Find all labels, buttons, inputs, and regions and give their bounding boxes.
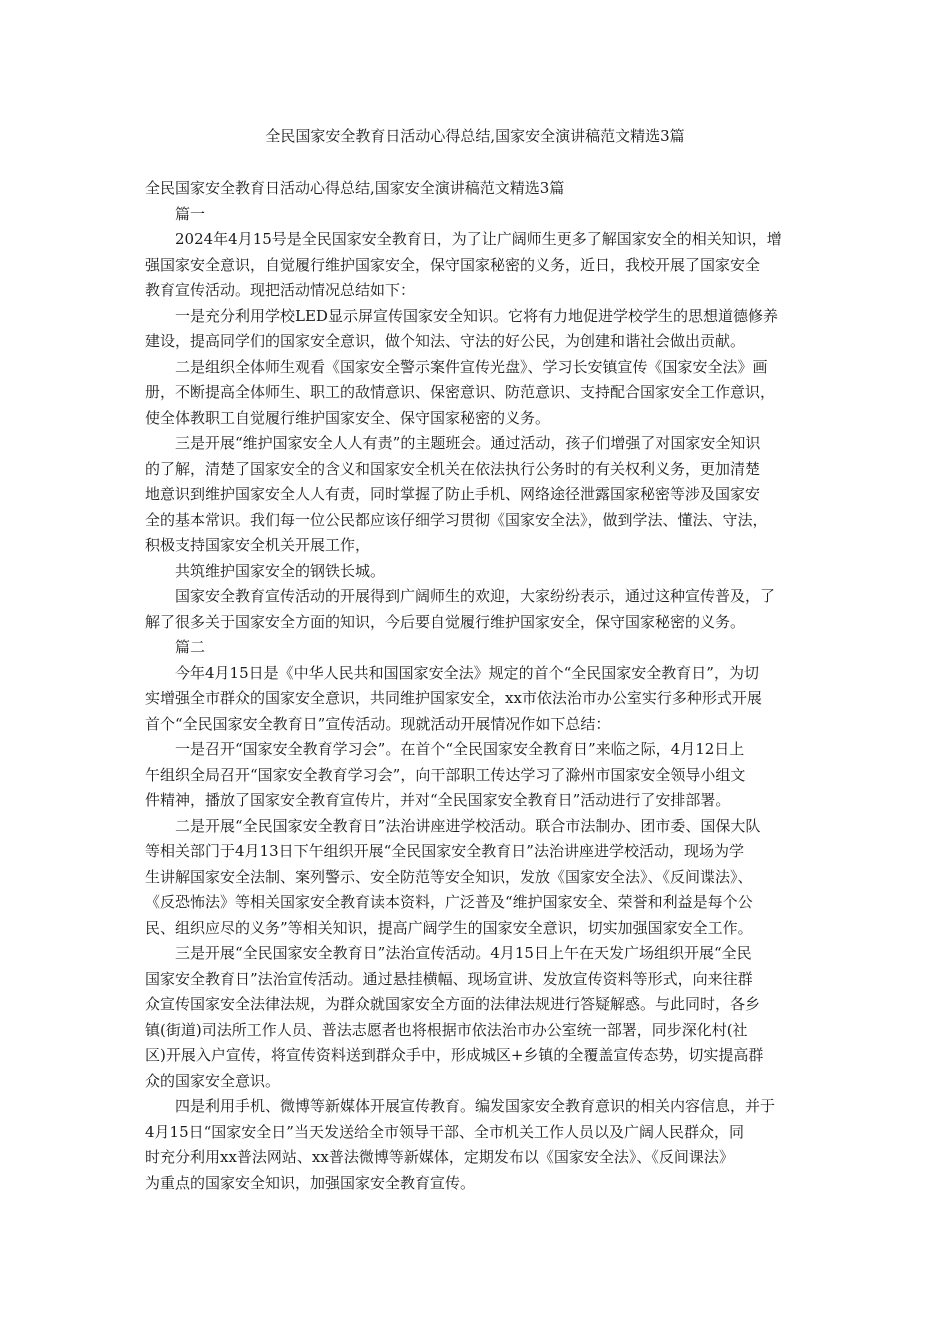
text-line: 积极支持国家安全机关开展工作， <box>145 536 371 554</box>
text-line: 建设，提高同学们的国家安全意识，做个知法、守法的好公民，为创建和谐社会做出贡献。 <box>145 332 746 350</box>
text-line: 件精神，播放了国家安全教育宣传片，并对“全民国家安全教育日”活动进行了安排部署。 <box>145 791 731 809</box>
text-line: 民、组织应尽的义务”等相关知识，提高广阔学生的国家安全意识，切实加强国家安全工作。 <box>145 918 753 937</box>
document-body <box>145 176 815 1196</box>
text-line: 二是开展“全民国家安全教育日”法治讲座进学校活动。联合市法制办、团市委、国保大队 <box>145 816 761 835</box>
text-line: 国家安全教育日”法治宣传活动。通过悬挂横幅、现场宣讲、发放宣传资料等形式，向来往群 <box>145 969 753 988</box>
text-line: 生讲解国家安全法制、案列警示、安全防范等安全知识，发放《国家安全法》、《反间谍法》、 <box>145 867 753 886</box>
text-line: 共筑维护国家安全的钢铁长城。 <box>145 561 386 580</box>
text-line: 为重点的国家安全知识，加强国家安全教育宣传。 <box>145 1173 476 1192</box>
text-line: 强国家安全意识，自觉履行维护国家安全，保守国家秘密的义务，近日，我校开展了国家安全 <box>145 255 761 274</box>
text-line: 全民国家安全教育日活动心得总结,国家安全演讲稿范文精选3篇 <box>145 179 565 197</box>
text-line: 众宣传国家安全法律法规，为群众就国家安全方面的法律法规进行答疑解惑。与此同时，各乡 <box>145 995 761 1013</box>
text-line: 镇(街道)司法所工作人员、普法志愿者也将根据市依法治市办公室统一部署，同步深化村(社 <box>145 1020 748 1039</box>
text-line: 篇一 <box>145 204 206 223</box>
text-line: 一是充分利用学校LED显示屏宣传国家安全知识。它将有力地促进学校学生的思想道德修养 <box>145 306 778 325</box>
text-line: 午组织全局召开“国家安全教育学习会”，向干部职工传达学习了滁州市国家安全领导小组文 <box>145 765 746 784</box>
text-line: 篇二 <box>145 638 206 656</box>
text-line: 解了很多关于国家安全方面的知识，今后要自觉履行维护国家安全，保守国家秘密的义务。 <box>145 612 746 631</box>
text-line: 的了解，清楚了国家安全的含义和国家安全机关在依法执行公务时的有关权利义务，更加清楚 <box>145 459 761 478</box>
text-line: 国家安全教育宣传活动的开展得到广阔师生的欢迎，大家纷纷表示，通过这种宣传普及，了 <box>145 587 776 605</box>
text-line: 三是开展“全民国家安全教育日”法治宣传活动。4月15日上午在天发广场组织开展“全民 <box>145 944 752 962</box>
text-line: 教育宣传活动。现把活动情况总结如下： <box>145 281 416 299</box>
text-line: 一是召开“国家安全教育学习会”。在首个“全民国家安全教育日”来临之际，4月12日上 <box>145 740 745 758</box>
text-line: 地意识到维护国家安全人人有责，同时掌握了防止手机、网络途径泄露国家秘密等涉及国家安 <box>145 485 761 503</box>
text-line: 实增强全市群众的国家安全意识，共同维护国家安全，xx市依法治市办公室实行多种形式开展 <box>145 689 762 707</box>
document-title: 全民国家安全教育日活动心得总结,国家安全演讲稿范文精选3篇 <box>265 127 685 145</box>
text-line: 时充分利用xx普法网站、xx普法微博等新媒体，定期发布以《国家安全法》、《反间课法》 <box>145 1148 734 1166</box>
text-line: 今年4月15日是《中华人民共和国国家安全法》规定的首个“全民国家安全教育日”，为切 <box>145 663 759 682</box>
text-line: 2024年4月15号是全民国家安全教育日，为了让广阔师生更多了解国家安全的相关知识，增 <box>145 230 782 248</box>
text-line: 4月15日“国家安全日”当天发送给全市领导干部、全市机关工作人员以及广阔人民群众，同 <box>145 1122 744 1141</box>
text-line: 二是组织全体师生观看《国家安全警示案件宣传光盘》、学习长安镇宣传《国家安全法》画 <box>145 357 768 376</box>
text-line: 使全体教职工自觉履行维护国家安全、保守国家秘密的义务。 <box>145 408 551 427</box>
text-line: 等相关部门于4月13日下午组织开展“全民国家安全教育日”法治讲座进学校活动，现场为学 <box>145 842 744 860</box>
text-line: 首个“全民国家安全教育日”宣传活动。现就活动开展情况作如下总结： <box>145 714 611 733</box>
text-line: 《反恐怖法》等相关国家安全教育读本资料，广泛普及“维护国家安全、荣誉和利益是每个公 <box>145 893 753 911</box>
text-line: 众的国家安全意识。 <box>145 1071 281 1090</box>
text-line: 区)开展入户宣传，将宣传资料送到群众手中，形成城区+乡镇的全覆盖宣传态势，切实提高群 <box>145 1046 764 1064</box>
text-line: 册，不断提高全体师生、职工的敌情意识、保密意识、防范意识、支持配合国家安全工作意识， <box>145 383 776 401</box>
text-line: 三是开展“维护国家安全人人有责”的主题班会。通过活动，孩子们增强了对国家安全知识 <box>145 434 761 452</box>
text-line: 四是利用手机、微博等新媒体开展宣传教育。编发国家安全教育意识的相关内容信息，并于 <box>145 1097 776 1115</box>
text-line: 全的基本常识。我们每一位公民都应该仔细学习贯彻《国家安全法》，做到学法、懂法、守法， <box>145 510 768 529</box>
